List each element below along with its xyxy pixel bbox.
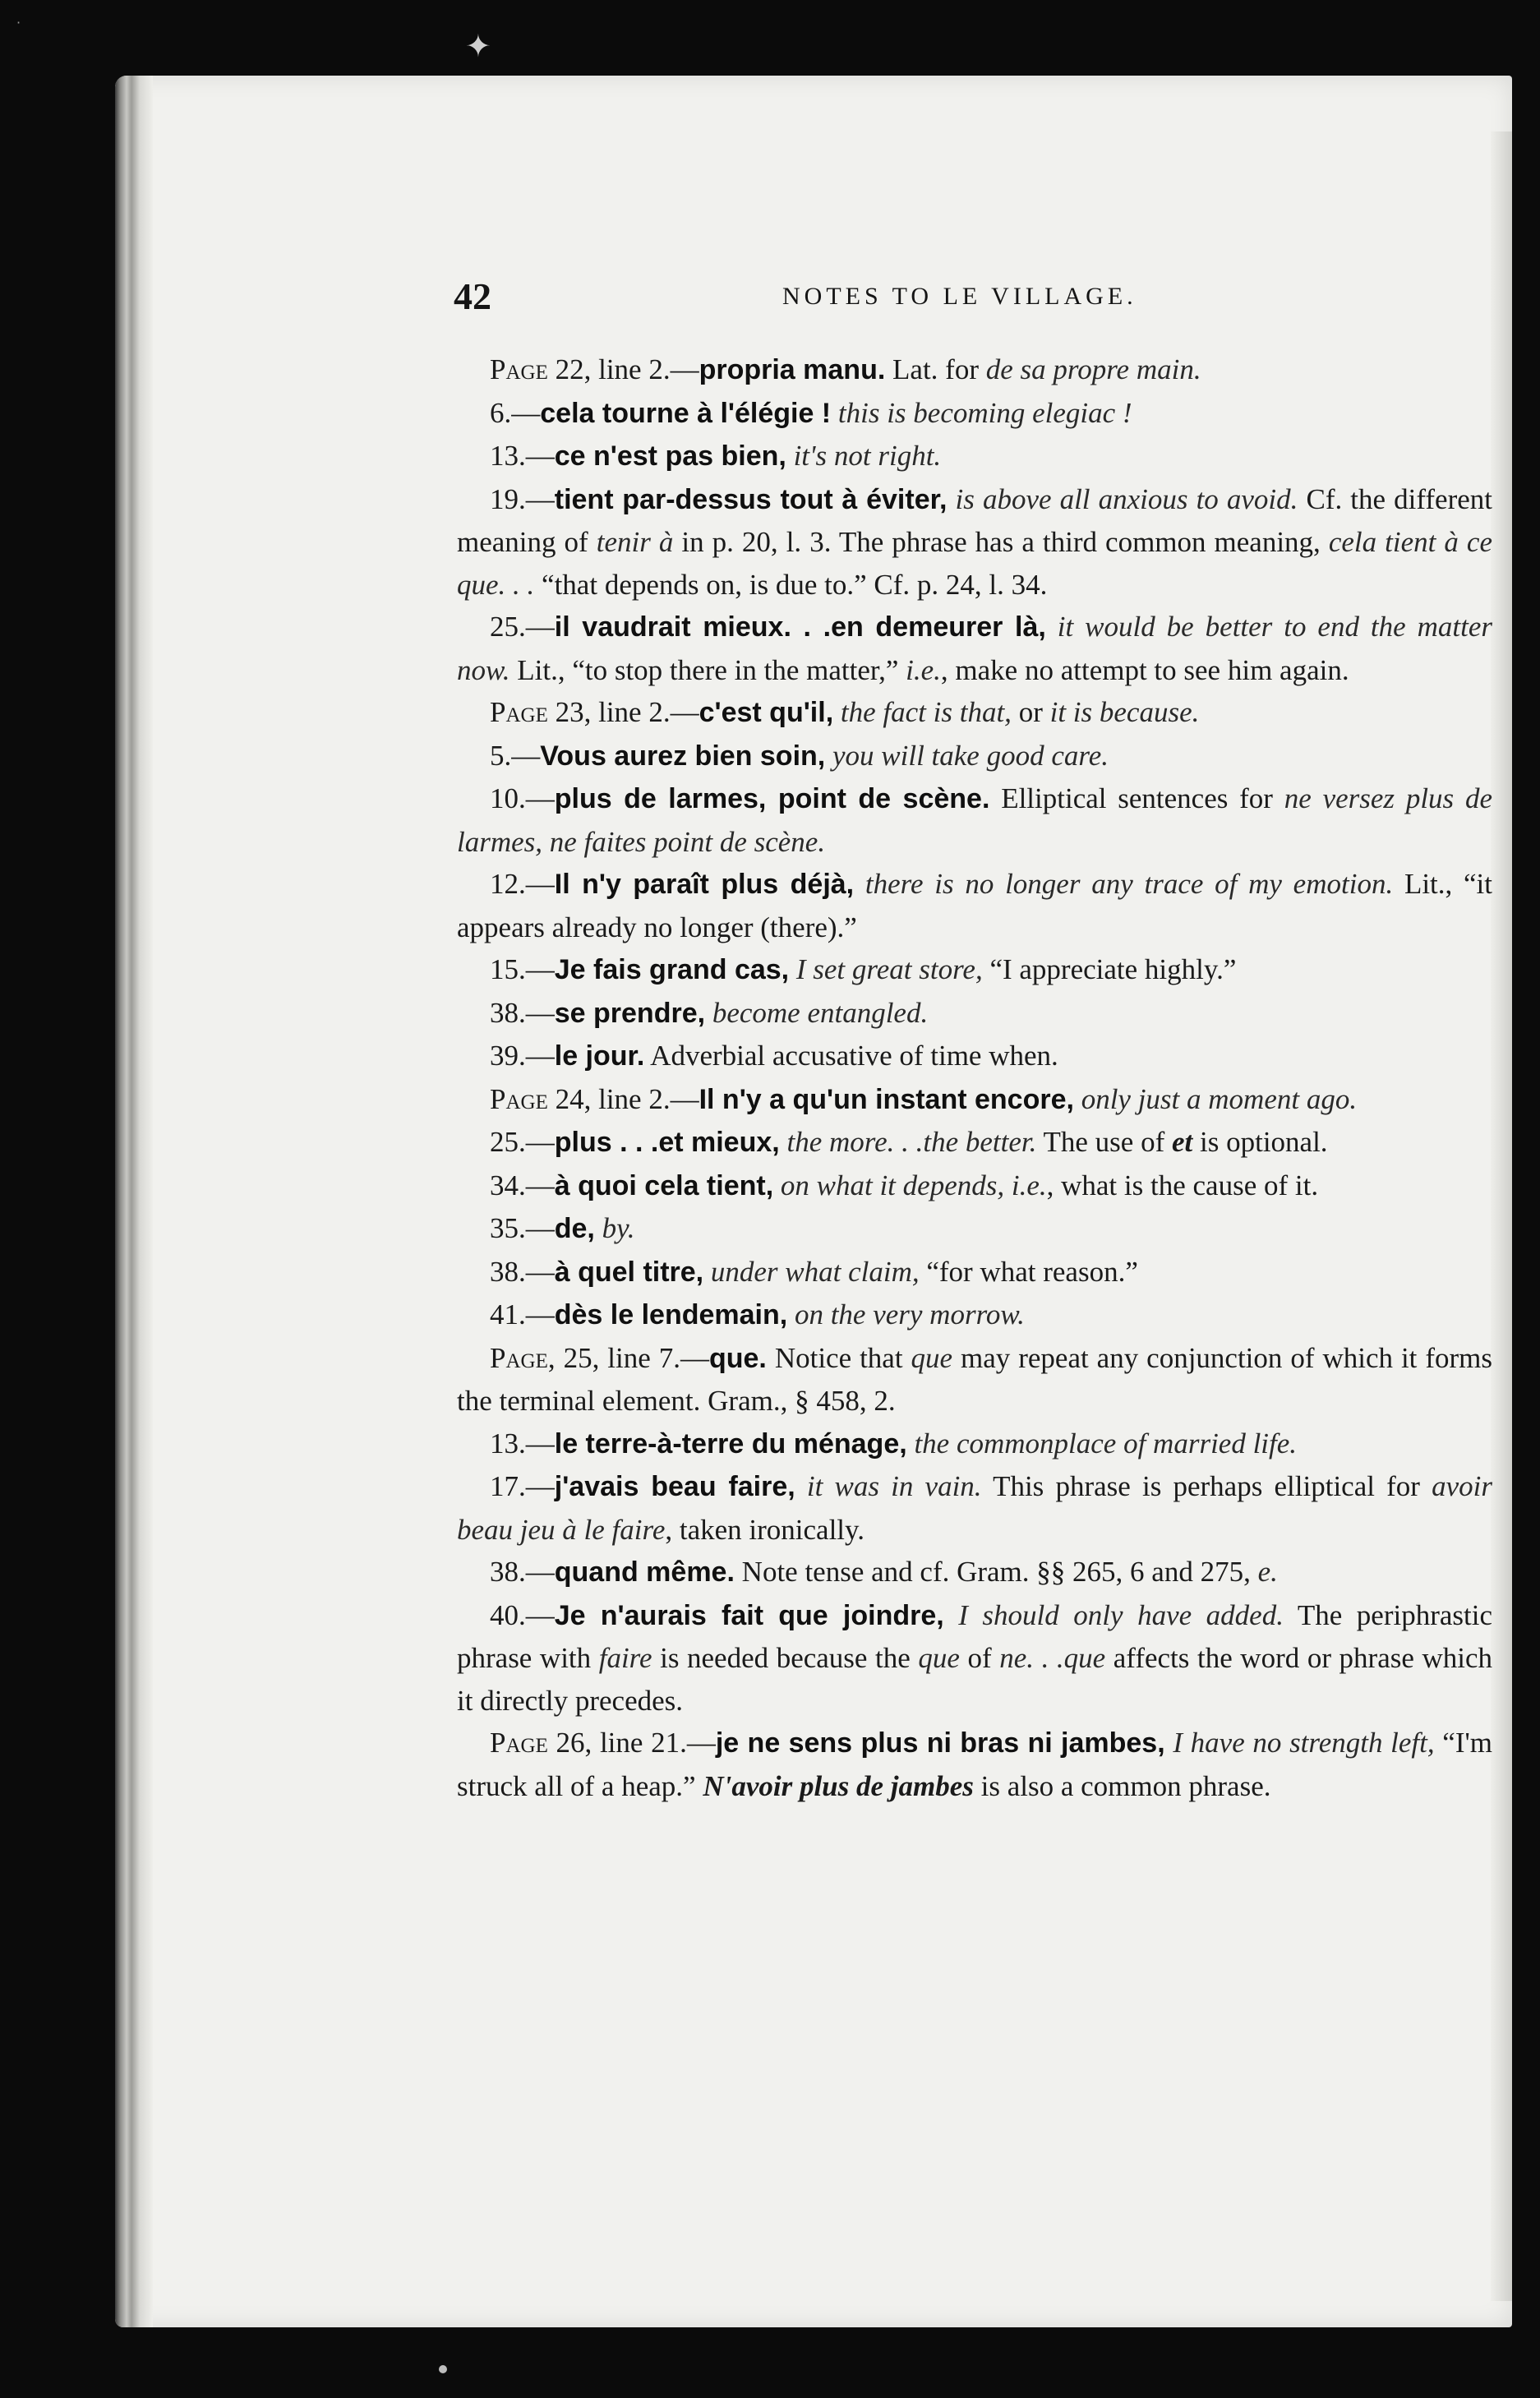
note-paragraph [457,1337,1492,1423]
note-text: 40.— [490,1598,555,1631]
note-text: Note tense and cf. Gram. §§ 265, 6 and 275, [734,1556,1258,1588]
note-text [1004,1169,1012,1201]
french-phrase: se prendre, [554,997,706,1029]
note-text: 10.— [490,782,555,814]
note-text: 24, line 2.— [547,1082,699,1115]
note-text: is optional. [1192,1126,1328,1158]
french-phrase: le terre-à-terre du ménage, [554,1427,907,1460]
note-paragraph [457,948,1492,992]
note-text [595,1212,602,1244]
note-text [944,1599,959,1631]
note-text: in p. 20, l. 3. The phrase has a third common meaning, [673,526,1329,558]
note-text: 39.— [490,1040,555,1072]
note-text: 13.— [490,1427,555,1460]
note-text [833,696,841,728]
note-paragraph [457,1121,1492,1164]
note-paragraph [457,606,1492,691]
english-gloss: cela tient à ce que. . . [457,526,1492,601]
note-text [947,483,955,515]
french-phrase: propria manu. [699,354,886,385]
english-gloss: on what it depends, [780,1169,1005,1201]
note-text: Lat. for [885,353,986,385]
english-gloss: i.e. [906,653,941,686]
note-paragraph [457,1294,1492,1337]
french-phrase: Je fais grand cas, [554,954,790,985]
note-text: 38.— [490,996,555,1029]
english-gloss: faire [598,1642,652,1674]
note-text [1046,611,1058,643]
note-text: , 25, line 7.— [547,1341,709,1374]
note-paragraph [457,1207,1492,1251]
french-phrase: de, [554,1213,595,1244]
english-gloss: the more. . .the better. [786,1126,1037,1158]
page-number: 42 [454,275,491,317]
note-paragraph [457,863,1492,948]
page-ref-label: Page [490,1341,548,1374]
note-text [773,1169,781,1201]
english-gloss: i.e. [1011,1169,1047,1201]
note-text: 15.— [490,953,555,985]
english-gloss: become entangled. [712,996,929,1029]
english-gloss: ne. . .que [999,1642,1106,1674]
note-text: 25.— [490,1126,555,1158]
note-text: 38.— [490,1255,555,1288]
note-paragraph [457,1078,1492,1122]
english-gloss: there is no longer any trace of my emotion. [865,868,1394,900]
note-text [1074,1083,1081,1115]
note-text: of [959,1642,1000,1674]
book-binding-edge [115,76,153,2327]
note-text: Cf. the different meaning of [457,482,1492,558]
note-paragraph [457,1722,1492,1807]
note-paragraph [457,435,1492,478]
note-text [705,997,712,1029]
note-text: 19.— [490,482,555,515]
scan-top-mark: ✦ [465,28,491,64]
note-text: , taken ironically. [665,1513,865,1546]
page-ref-label: Page [490,353,548,385]
note-paragraph [457,691,1492,735]
note-text: may repeat any conjunction of which it forms the terminal element. Gram., § 458, 2. [457,1341,1493,1417]
note-text: is needed because the [652,1642,919,1674]
note-text [1165,1727,1173,1759]
note-text: affects the word or phrase which it directly precedes. [457,1642,1492,1717]
note-text: 6.— [490,396,541,429]
note-text [825,740,832,772]
english-gloss: de sa propre main. [985,353,1201,385]
french-phrase: cela tourne à l'élégie ! [540,397,832,429]
note-paragraph [457,1423,1492,1466]
emphasis-phrase: et [1171,1126,1193,1158]
note-text: , make no attempt to see him again. [940,653,1349,686]
note-text: The periphrastic phrase with [457,1598,1493,1674]
scan-corner-mark: · [16,15,21,30]
english-gloss: the fact is that, [840,696,1012,728]
notes-body [457,348,1492,1807]
english-gloss: I have no strength left, [1173,1727,1435,1759]
note-paragraph [457,992,1492,1035]
note-paragraph [457,392,1492,436]
note-paragraph [457,1251,1492,1294]
note-text: 13.— [490,440,555,472]
note-text: 41.— [490,1298,555,1330]
english-gloss: it is because. [1049,696,1200,728]
note-paragraph [457,1594,1492,1722]
french-phrase: c'est qu'il, [699,697,834,728]
note-text: 35.— [490,1212,555,1244]
note-paragraph [457,735,1492,778]
note-text: 22, line 2.— [547,353,699,385]
note-text: 34.— [490,1169,555,1201]
english-gloss: you will take good care. [832,739,1109,772]
french-phrase: plus de larmes, point de scène. [554,783,990,814]
english-gloss: I should only have added. [958,1598,1284,1631]
note-text [703,1256,711,1288]
note-text: “I appreciate highly.” [982,953,1237,985]
french-phrase: que. [708,1342,767,1374]
note-text: Lit., “to stop there in the matter,” [509,653,906,686]
note-text [831,397,838,429]
english-gloss: the commonplace of married life. [914,1427,1298,1460]
note-text: “I'm struck all of a heap.” [457,1727,1493,1802]
note-text: Adverbial accusative of time when. [644,1040,1058,1072]
french-phrase: Je n'aurais fait que joindre, [554,1599,944,1631]
note-text [787,1298,795,1330]
english-gloss: it's not right. [793,440,942,472]
note-text: Elliptical sentences for [989,782,1284,814]
note-text: 38.— [490,1556,555,1588]
note-text: Notice that [766,1341,911,1374]
note-text: 26, line 21.— [547,1727,716,1759]
note-paragraph [457,1035,1492,1078]
english-gloss: I set great store, [795,953,983,985]
french-phrase: ce n'est pas bien, [554,440,786,472]
english-gloss: by. [602,1212,635,1244]
note-text [789,953,796,985]
note-text: , what is the cause of it. [1046,1169,1319,1201]
french-phrase: dès le lendemain, [554,1299,788,1330]
english-gloss: it would be better to end the matter now. [457,611,1492,686]
french-phrase: il vaudrait mieux. . .en demeurer là, [554,611,1046,643]
french-phrase: à quoi cela tient, [554,1169,774,1201]
note-text: This phrase is perhaps elliptical for [981,1470,1432,1502]
note-text [795,1470,807,1502]
french-phrase: quand même. [554,1556,735,1588]
french-phrase: Vous aurez bien soin, [540,740,826,772]
note-text: 25.— [490,611,555,643]
english-gloss: is above all anxious to avoid. [955,482,1298,515]
english-gloss: this is becoming elegiac ! [837,396,1132,429]
note-text: or [1011,696,1050,728]
note-paragraph [457,1164,1492,1208]
note-text: 12.— [490,868,555,900]
english-gloss: que [911,1341,953,1374]
french-phrase: j'avais beau faire, [554,1471,795,1502]
note-text: “for what reason.” [919,1255,1138,1288]
note-text: 17.— [490,1470,555,1502]
french-phrase: tient par-dessus tout à éviter, [554,483,948,515]
note-text: 23, line 2.— [547,696,699,728]
french-phrase: Il n'y a qu'un instant encore, [699,1083,1074,1115]
english-gloss: e. [1257,1556,1278,1588]
note-text: The use of [1036,1126,1172,1158]
note-paragraph [457,348,1492,392]
english-gloss: avoir beau jeu à le faire [457,1470,1492,1546]
running-head: NOTES TO LE VILLAGE. [782,283,1137,310]
french-phrase: plus . . .et mieux, [554,1127,780,1158]
page-right-shadow [1491,131,1512,2301]
note-text [786,440,794,472]
note-paragraph [457,1551,1492,1594]
english-gloss: on the very morrow. [794,1298,1025,1330]
note-text: is also a common phrase. [973,1769,1271,1802]
french-phrase: le jour. [554,1040,645,1072]
note-paragraph [457,478,1492,606]
french-phrase: à quel titre, [554,1256,704,1288]
english-gloss: que [918,1642,960,1674]
note-text [854,868,865,900]
note-paragraph [457,1465,1492,1551]
page-header [454,274,1456,321]
page-ref-label: Page [490,1727,548,1759]
english-gloss: it was in vain. [806,1470,982,1502]
page-ref-label: Page [490,696,548,728]
english-gloss: ne versez plus de larmes, ne faites point de scène. [457,782,1492,858]
note-paragraph [457,777,1492,863]
scan-bottom-dot [439,2365,447,2373]
note-text: 5.— [490,739,541,772]
emphasis-phrase: N'avoir plus de jambes [703,1769,974,1802]
english-gloss: tenir à [596,526,674,558]
english-gloss: under what claim, [710,1255,920,1288]
note-text: Lit., “it appears already no longer (there).” [457,868,1493,943]
french-phrase: Il n'y paraît plus déjà, [554,869,855,900]
page-ref-label: Page [490,1082,548,1115]
french-phrase: je ne sens plus ni bras ni jambes, [715,1727,1165,1759]
english-gloss: only just a moment ago. [1081,1082,1358,1115]
note-text: “that depends on, is due to.” Cf. p. 24, l. 34. [534,568,1048,601]
